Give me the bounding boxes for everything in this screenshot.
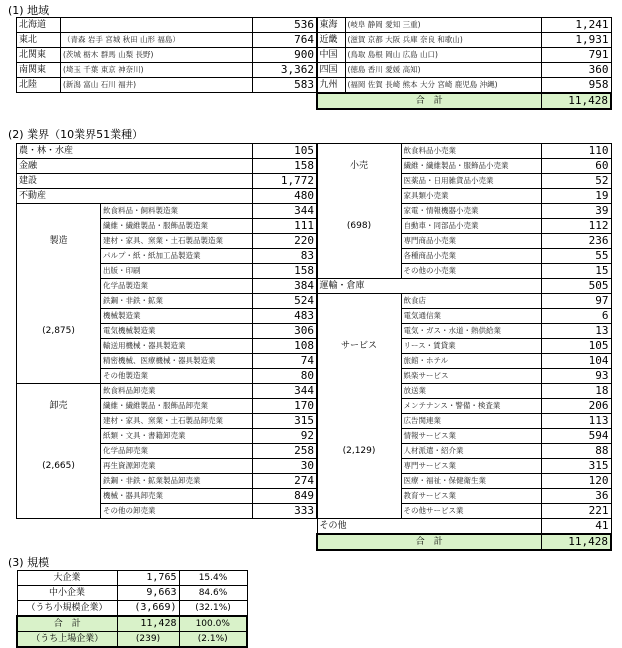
subindustry-name: 人材派遣・紹介業 — [401, 444, 541, 459]
group-label: 製造 — [17, 234, 101, 249]
scale-listed-count: (239) — [117, 632, 179, 648]
industry-table-left — [16, 143, 317, 519]
region-prefectures: (滋賀 京都 大阪 兵庫 奈良 和歌山) — [345, 33, 541, 48]
subindustry-count: 315 — [541, 459, 611, 474]
subindustry-name: その他の卸売業 — [101, 504, 253, 519]
region-count: 360 — [541, 63, 611, 78]
industry-row — [17, 324, 317, 339]
industry-row — [317, 369, 611, 384]
industry-row — [317, 264, 611, 279]
scale-total-percent: 100.0% — [179, 616, 247, 632]
subindustry-name: 飲食料品小売業 — [401, 144, 541, 159]
industry-row — [317, 444, 611, 459]
subindustry-count: 15 — [541, 264, 611, 279]
scale-name: （うち小規模企業） — [17, 601, 117, 617]
subindustry-count: 344 — [253, 204, 317, 219]
industry-row — [17, 279, 317, 294]
subindustry-name: 機械製造業 — [101, 309, 253, 324]
group-cell — [17, 219, 101, 234]
subindustry-count: 483 — [253, 309, 317, 324]
industry-table-right — [316, 143, 612, 551]
scale-table — [16, 570, 248, 648]
subindustry-count: 19 — [541, 189, 611, 204]
scale-count: 9,663 — [117, 586, 179, 601]
region-count: 1,931 — [541, 33, 611, 48]
subindustry-name: 広告関連業 — [401, 414, 541, 429]
group-cell — [317, 294, 401, 309]
industry-row — [317, 399, 611, 414]
scale-count: (3,669) — [117, 601, 179, 617]
region-name: 東海 — [317, 18, 345, 33]
group-cell — [317, 354, 401, 369]
industry-row — [317, 489, 611, 504]
region-row — [317, 63, 611, 78]
subindustry-count: 30 — [253, 459, 317, 474]
scale-row — [17, 601, 247, 617]
industry-row — [317, 249, 611, 264]
subindustry-count: 258 — [253, 444, 317, 459]
subindustry-count: 236 — [541, 234, 611, 249]
region-row — [317, 18, 611, 33]
group-cell — [317, 489, 401, 504]
subindustry-name: 医療・福祉・保健衛生業 — [401, 474, 541, 489]
group-count: (698) — [317, 219, 401, 234]
group-cell — [317, 459, 401, 474]
region-count: 900 — [253, 48, 317, 63]
subindustry-name: 家具類小売業 — [401, 189, 541, 204]
section-title-industry: (2) 業界（10業界51業種） — [8, 128, 144, 141]
subindustry-count: 206 — [541, 399, 611, 414]
subindustry-count: 344 — [253, 384, 317, 399]
industry-name: 建設 — [17, 174, 253, 189]
group-cell — [17, 264, 101, 279]
group-cell — [317, 309, 401, 324]
section-title-region: (1) 地域 — [8, 4, 50, 17]
subindustry-name: 鉄鋼・非鉄・鉱業 — [101, 294, 253, 309]
scale-total-count: 11,428 — [117, 616, 179, 632]
industry-row — [17, 294, 317, 309]
group-cell — [317, 429, 401, 444]
group-cell — [317, 474, 401, 489]
subindustry-count: 18 — [541, 384, 611, 399]
industry-row — [317, 429, 611, 444]
subindustry-name: 娯楽サービス — [401, 369, 541, 384]
industry-row — [17, 399, 317, 414]
group-cell — [17, 204, 101, 219]
region-table-right — [316, 17, 612, 110]
subindustry-count: 112 — [541, 219, 611, 234]
subindustry-name: 専門サービス業 — [401, 459, 541, 474]
industry-row — [17, 474, 317, 489]
region-count: 583 — [253, 78, 317, 93]
region-count: 958 — [541, 78, 611, 94]
subindustry-count: 74 — [253, 354, 317, 369]
subindustry-name: 精密機械、医療機械・器具製造業 — [101, 354, 253, 369]
group-label: 小売 — [317, 159, 401, 174]
industry-row — [17, 339, 317, 354]
industry-row — [317, 174, 611, 189]
region-prefectures: (岐阜 静岡 愛知 三重) — [345, 18, 541, 33]
subindustry-count: 108 — [253, 339, 317, 354]
industry-row — [17, 234, 317, 249]
industry-name: 運輸・倉庫 — [317, 279, 541, 294]
region-name: 北陸 — [17, 78, 61, 93]
industry-row — [317, 204, 611, 219]
industry-row — [317, 309, 611, 324]
subindustry-name: 繊維・繊維製品・服飾品製造業 — [101, 219, 253, 234]
subindustry-name: 輸送用機械・器具製造業 — [101, 339, 253, 354]
scale-total-label: 合 計 — [17, 616, 117, 632]
subindustry-count: 849 — [253, 489, 317, 504]
subindustry-count: 220 — [253, 234, 317, 249]
group-cell — [17, 339, 101, 354]
industry-row — [317, 384, 611, 399]
total-label: 合 計 — [317, 93, 541, 109]
industry-count: 41 — [541, 519, 611, 535]
scale-name: 中小企業 — [17, 586, 117, 601]
group-cell — [317, 369, 401, 384]
industry-row — [317, 519, 611, 535]
industry-row — [317, 219, 611, 234]
region-prefectures: (福岡 佐賀 長崎 熊本 大分 宮崎 鹿児島 沖縄) — [345, 78, 541, 94]
industry-row — [17, 189, 317, 204]
subindustry-name: 教育サービス業 — [401, 489, 541, 504]
subindustry-count: 97 — [541, 294, 611, 309]
subindustry-count: 315 — [253, 414, 317, 429]
group-cell — [17, 354, 101, 369]
group-cell — [317, 324, 401, 339]
group-cell — [317, 384, 401, 399]
industry-row — [17, 309, 317, 324]
region-name: 中国 — [317, 48, 345, 63]
subindustry-name: 飲食店 — [401, 294, 541, 309]
industry-count: 158 — [253, 159, 317, 174]
group-count: (2,875) — [17, 324, 101, 339]
subindustry-name: パルプ・紙・紙加工品製造業 — [101, 249, 253, 264]
region-count: 791 — [541, 48, 611, 63]
industry-row — [317, 414, 611, 429]
subindustry-count: 110 — [541, 144, 611, 159]
industry-name: 農・林・水産 — [17, 144, 253, 159]
scale-row — [17, 571, 247, 586]
industry-row — [317, 504, 611, 519]
industry-row — [17, 249, 317, 264]
group-cell — [317, 504, 401, 519]
group-cell — [17, 444, 101, 459]
subindustry-name: 機械・器具卸売業 — [101, 489, 253, 504]
subindustry-count: 384 — [253, 279, 317, 294]
industry-row — [317, 459, 611, 474]
subindustry-name: 出版・印刷 — [101, 264, 253, 279]
scale-count: 1,765 — [117, 571, 179, 586]
subindustry-name: 建材・家具、窯業・土石製品製造業 — [101, 234, 253, 249]
subindustry-count: 92 — [253, 429, 317, 444]
subindustry-count: 333 — [253, 504, 317, 519]
region-name: 近畿 — [317, 33, 345, 48]
region-name: 北海道 — [17, 18, 61, 33]
industry-name: 金融 — [17, 159, 253, 174]
subindustry-count: 93 — [541, 369, 611, 384]
region-row — [317, 48, 611, 63]
subindustry-count: 306 — [253, 324, 317, 339]
group-cell — [317, 189, 401, 204]
industry-row — [317, 474, 611, 489]
group-cell — [17, 294, 101, 309]
subindustry-count: 36 — [541, 489, 611, 504]
group-cell — [317, 249, 401, 264]
industry-row — [317, 144, 611, 159]
group-cell — [317, 234, 401, 249]
subindustry-name: 放送業 — [401, 384, 541, 399]
subindustry-count: 6 — [541, 309, 611, 324]
industry-name: その他 — [317, 519, 541, 535]
industry-row — [317, 294, 611, 309]
subindustry-count: 13 — [541, 324, 611, 339]
subindustry-name: 電気・ガス・水道・熱供給業 — [401, 324, 541, 339]
industry-row — [317, 189, 611, 204]
subindustry-count: 158 — [253, 264, 317, 279]
subindustry-name: 情報サービス業 — [401, 429, 541, 444]
region-name: 東北 — [17, 33, 61, 48]
group-cell — [17, 489, 101, 504]
group-cell — [317, 414, 401, 429]
group-cell — [17, 249, 101, 264]
subindustry-count: 88 — [541, 444, 611, 459]
subindustry-name: 紙類・文具・書籍卸売業 — [101, 429, 253, 444]
subindustry-count: 221 — [541, 504, 611, 519]
region-prefectures: （青森 岩手 宮城 秋田 山形 福島） — [61, 33, 253, 48]
region-row — [317, 33, 611, 48]
subindustry-count: 120 — [541, 474, 611, 489]
total-value: 11,428 — [541, 93, 611, 109]
group-cell — [17, 309, 101, 324]
scale-percent: 84.6% — [179, 586, 247, 601]
subindustry-name: 繊維・繊維製品・服飾品卸売業 — [101, 399, 253, 414]
scale-name: 大企業 — [17, 571, 117, 586]
industry-row — [17, 144, 317, 159]
section-title-scale: (3) 規模 — [8, 556, 50, 569]
industry-row — [317, 339, 611, 354]
industry-row — [17, 414, 317, 429]
subindustry-name: 医薬品・日用雑貨品小売業 — [401, 174, 541, 189]
subindustry-name: 家電・情報機器小売業 — [401, 204, 541, 219]
region-row — [17, 63, 317, 78]
region-name: 四国 — [317, 63, 345, 78]
subindustry-name: リース・賃貸業 — [401, 339, 541, 354]
subindustry-count: 170 — [253, 399, 317, 414]
subindustry-count: 83 — [253, 249, 317, 264]
group-cell — [317, 399, 401, 414]
region-prefectures: (徳島 香川 愛媛 高知) — [345, 63, 541, 78]
subindustry-count: 524 — [253, 294, 317, 309]
subindustry-count: 274 — [253, 474, 317, 489]
industry-row — [17, 219, 317, 234]
subindustry-count: 60 — [541, 159, 611, 174]
subindustry-name: 電気機械製造業 — [101, 324, 253, 339]
scale-percent: (32.1%) — [179, 601, 247, 617]
region-count: 764 — [253, 33, 317, 48]
subindustry-name: 化学品卸売業 — [101, 444, 253, 459]
region-row — [17, 48, 317, 63]
subindustry-count: 55 — [541, 249, 611, 264]
subindustry-count: 113 — [541, 414, 611, 429]
total-row — [317, 534, 611, 550]
industry-count: 505 — [541, 279, 611, 294]
subindustry-name: その他の小売業 — [401, 264, 541, 279]
subindustry-count: 39 — [541, 204, 611, 219]
industry-count: 105 — [253, 144, 317, 159]
region-count: 1,241 — [541, 18, 611, 33]
group-cell — [317, 264, 401, 279]
industry-name: 不動産 — [17, 189, 253, 204]
industry-row — [17, 369, 317, 384]
industry-count: 480 — [253, 189, 317, 204]
scale-listed-percent: (2.1%) — [179, 632, 247, 648]
group-cell — [17, 414, 101, 429]
region-prefectures: (鳥取 島根 岡山 広島 山口) — [345, 48, 541, 63]
region-count: 3,362 — [253, 63, 317, 78]
listed-row — [17, 632, 247, 648]
total-label: 合 計 — [317, 534, 541, 550]
region-name: 北関東 — [17, 48, 61, 63]
industry-row — [17, 354, 317, 369]
industry-row — [17, 384, 317, 399]
region-count: 536 — [253, 18, 317, 33]
region-row — [17, 33, 317, 48]
subindustry-name: 各種商品小売業 — [401, 249, 541, 264]
industry-count: 1,772 — [253, 174, 317, 189]
scale-listed-label: （うち上場企業） — [17, 632, 117, 648]
subindustry-name: その他製造業 — [101, 369, 253, 384]
subindustry-name: その他サービス業 — [401, 504, 541, 519]
total-value: 11,428 — [541, 534, 611, 550]
group-cell — [17, 429, 101, 444]
subindustry-name: 鉄鋼・非鉄・鉱業製品卸売業 — [101, 474, 253, 489]
subindustry-name: メンテナンス・警備・検査業 — [401, 399, 541, 414]
subindustry-name: 繊維・繊維製品・服飾品小売業 — [401, 159, 541, 174]
region-prefectures — [61, 18, 253, 33]
subindustry-name: 再生資源卸売業 — [101, 459, 253, 474]
group-cell — [317, 174, 401, 189]
industry-row — [17, 504, 317, 519]
scale-percent: 15.4% — [179, 571, 247, 586]
region-row — [317, 78, 611, 94]
group-cell — [17, 504, 101, 519]
subindustry-count: 111 — [253, 219, 317, 234]
subindustry-name: 飲食料品・飼料製造業 — [101, 204, 253, 219]
industry-row — [17, 204, 317, 219]
subindustry-name: 化学品製造業 — [101, 279, 253, 294]
region-prefectures: (新潟 富山 石川 福井) — [61, 78, 253, 93]
group-cell — [17, 384, 101, 399]
group-cell — [17, 279, 101, 294]
industry-row — [17, 459, 317, 474]
subindustry-name: 電気通信業 — [401, 309, 541, 324]
subindustry-name: 飲食料品卸売業 — [101, 384, 253, 399]
industry-row — [17, 489, 317, 504]
industry-row — [317, 279, 611, 294]
industry-row — [17, 264, 317, 279]
region-name: 九州 — [317, 78, 345, 94]
group-label: サービス — [317, 339, 401, 354]
region-row — [17, 18, 317, 33]
region-name: 南関東 — [17, 63, 61, 78]
subindustry-name: 自動車・同部品小売業 — [401, 219, 541, 234]
subindustry-name: 専門商品小売業 — [401, 234, 541, 249]
group-cell — [317, 204, 401, 219]
subindustry-count: 105 — [541, 339, 611, 354]
industry-row — [317, 159, 611, 174]
group-count: (2,665) — [17, 459, 101, 474]
group-cell — [17, 474, 101, 489]
subindustry-count: 104 — [541, 354, 611, 369]
region-table-left — [16, 17, 317, 93]
region-prefectures: (埼玉 千葉 東京 神奈川) — [61, 63, 253, 78]
industry-row — [17, 444, 317, 459]
industry-row — [317, 234, 611, 249]
industry-row — [317, 354, 611, 369]
scale-row — [17, 586, 247, 601]
region-row — [17, 78, 317, 93]
industry-row — [17, 174, 317, 189]
total-row — [317, 93, 611, 109]
subindustry-count: 594 — [541, 429, 611, 444]
industry-row — [317, 324, 611, 339]
group-cell — [17, 369, 101, 384]
industry-row — [17, 159, 317, 174]
subindustry-name: 旅館・ホテル — [401, 354, 541, 369]
subindustry-name: 建材・家具、窯業・土石製品卸売業 — [101, 414, 253, 429]
region-prefectures: (茨城 栃木 群馬 山梨 長野) — [61, 48, 253, 63]
group-count: (2,129) — [317, 444, 401, 459]
group-cell — [317, 144, 401, 159]
total-row — [17, 616, 247, 632]
group-label: 卸売 — [17, 399, 101, 414]
subindustry-count: 80 — [253, 369, 317, 384]
industry-row — [17, 429, 317, 444]
subindustry-count: 52 — [541, 174, 611, 189]
